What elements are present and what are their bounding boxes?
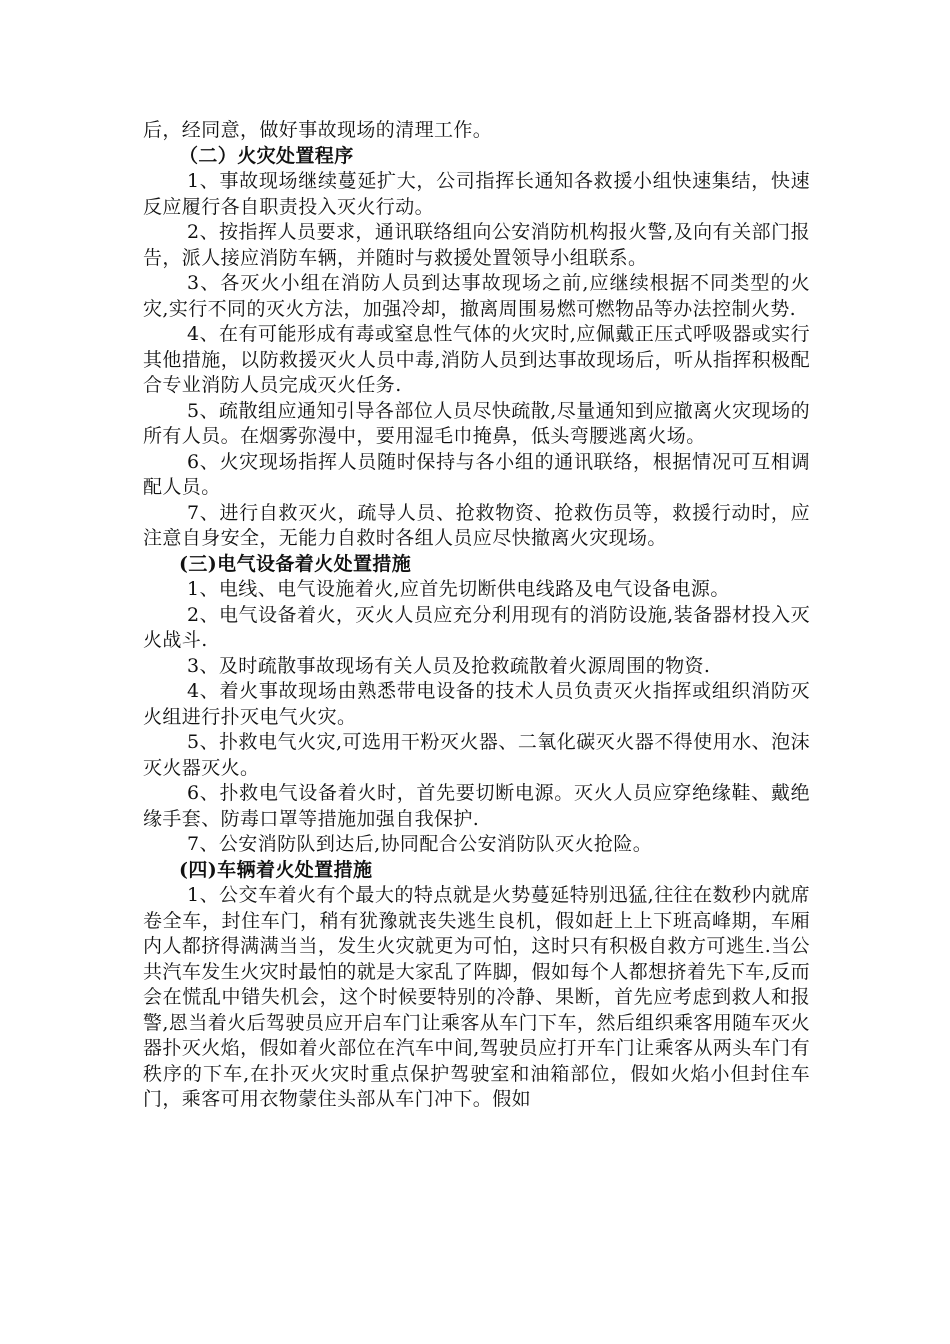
section-heading: (四)车辆着火处置措施 <box>179 858 373 881</box>
paragraph: 3、及时疏散事故现场有关人员及抢救疏散着火源周围的物资. <box>187 654 711 677</box>
section-heading: （二）火灾处置程序 <box>179 144 354 167</box>
paragraph: 7、进行自救灭火，疏导人员、抢救物资、抢救伤员等，救援行动时，应注意自身安全，无能力自救时各组人员应尽快撤离火灾现场。 <box>143 501 810 549</box>
paragraph: 1、电线、电气设施着火,应首先切断供电线路及电气设备电源。 <box>187 578 730 600</box>
paragraph: 1、公交车着火有个最大的特点就是火势蔓延特别迅猛,往往在数秒内就席卷全车，封住车门，稍有犹豫就丧失逃生良机，假如赶上上下班高峰期，车厢内人都挤得满满当当，发生火灾就更为可怕，这时只有积极自救方可逃生.当公共汽车发生火灾时最怕的就是大家乱了阵脚，假如每个人都想挤着先下车,反而会在慌乱中错失机会，这个时候要特别的冷静、果断，首先应考虑到救人和报警,恩当着火后驾驶员应开启车门让乘客从车门下车，然后组织乘客用随车灭火器扑灭火焰，假如着火部位在汽车中间,驾驶员应打开车门让乘客从两头车门有秩序的下车,在扑灭火灾时重点保护驾驶室和油箱部位，假如火焰小但封住车门，乘客可用衣物蒙住头部从车门冲下。假如 <box>143 884 810 1110</box>
paragraph: 5、扑救电气火灾,可选用干粉灭火器、二氧化碳灭火器不得使用水、泡沫灭火器灭火。 <box>143 731 810 779</box>
paragraph: 2、按指挥人员要求，通讯联络组向公安消防机构报火警,及向有关部门报告，派人接应消防车辆，并随时与救援处置领导小组联系。 <box>143 221 810 269</box>
paragraph: 4、着火事故现场由熟悉带电设备的技术人员负责灭火指挥或组织消防灭火组进行扑灭电气火灾。 <box>143 680 810 728</box>
document-page <box>143 118 810 1113</box>
paragraph: 5、疏散组应通知引导各部位人员尽快疏散,尽量通知到应撤离火灾现场的所有人员。在烟雾弥漫中，要用湿毛巾掩鼻，低头弯腰逃离火场。 <box>143 399 810 447</box>
paragraph: 3、各灭火小组在消防人员到达事故现场之前,应继续根据不同类型的火灾,实行不同的灭火方法，加强冷却，撤离周围易燃可燃物品等办法控制火势. <box>143 272 810 320</box>
paragraph: 4、在有可能形成有毒或窒息性气体的火灾时,应佩戴正压式呼吸器或实行其他措施，以防救援灭火人员中毒,消防人员到达事故现场后，听从指挥积极配合专业消防人员完成灭火任务. <box>143 323 810 396</box>
paragraph: 1、事故现场继续蔓延扩大，公司指挥长通知各救援小组快速集结，快速反应履行各自职责投入灭火行动。 <box>143 170 810 218</box>
section-heading: (三)电气设备着火处置措施 <box>179 552 412 575</box>
paragraph: 2、电气设备着火，灭火人员应充分利用现有的消防设施,装备器材投入灭火战斗. <box>143 603 810 651</box>
paragraph: 后，经同意，做好事故现场的清理工作。 <box>143 119 493 141</box>
paragraph: 6、火灾现场指挥人员随时保持与各小组的通讯联络，根据情况可互相调配人员。 <box>143 450 810 498</box>
paragraph: 7、公安消防队到达后,协同配合公安消防队灭火抢险。 <box>187 833 653 855</box>
paragraph: 6、扑救电气设备着火时，首先要切断电源。灭火人员应穿绝缘鞋、戴绝缘手套、防毒口罩等措施加强自我保护. <box>143 782 810 830</box>
